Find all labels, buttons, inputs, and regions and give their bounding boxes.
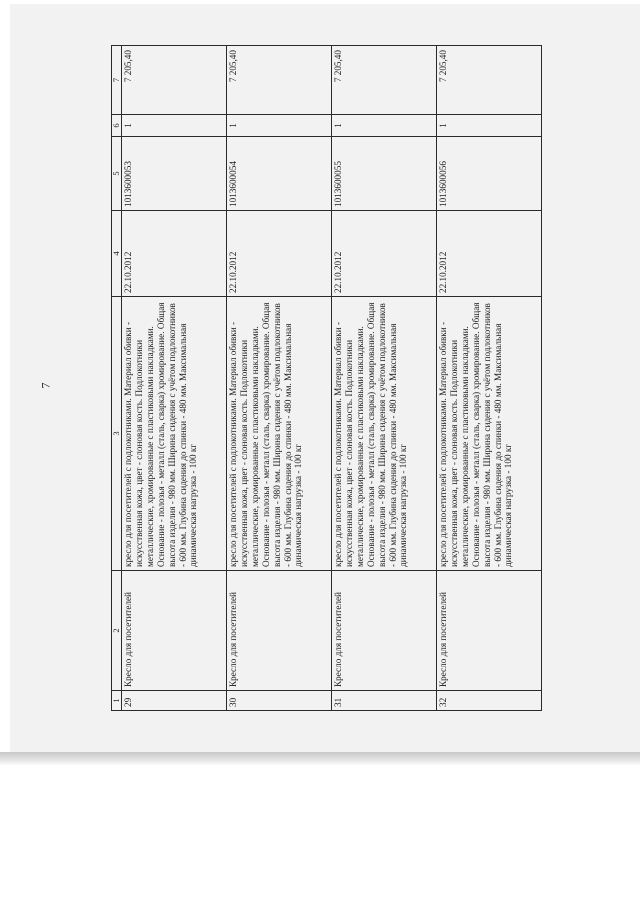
item-description: кресло для посетителей с подлокотниками. Материал обивки - искусственная кожа, цвет - слоновая кость. Подлокотники металлические, хромированные с пластиковыми накладками. Основание - полозья - металл (сталь, сварка) хромирование. Общая высота изделия - 980 мм. Ширина сидения с учётом подлокотников - 600 мм. Глубина сидения до спинки - 480 мм. Максимальная динамическая нагрузка - 100 кг: [332, 297, 437, 571]
inventory-number: 1013600053: [122, 137, 227, 211]
item-description: кресло для посетителей с подлокотниками. Материал обивки - искусственная кожа, цвет - слоновая кость. Подлокотники металлические, хромированные с пластиковыми накладками. Основание - полозья - металл (сталь, сварка) хромирование. Общая высота изделия - 980 мм. Ширина сидения с учётом подлокотников - 600 мм. Глубина сидения до спинки - 480 мм. Максимальная динамическая нагрузка - 100 кг: [122, 297, 227, 571]
row-number: 31: [332, 691, 437, 711]
table-row: [122, 46, 227, 711]
column-header: 1: [112, 691, 122, 711]
row-number: 32: [437, 691, 542, 711]
row-number: 29: [122, 691, 227, 711]
item-description: кресло для посетителей с подлокотниками. Материал обивки - искусственная кожа, цвет - слоновая кость. Подлокотники металлические, хромированные с пластиковыми накладками. Основание - полозья - металл (сталь, сварка) хромирование. Общая высота изделия - 980 мм. Ширина сидения с учётом подлокотников - 600 мм. Глубина сидения до спинки - 480 мм. Максимальная динамическая нагрузка - 100 кг: [437, 297, 542, 571]
column-header: 5: [112, 137, 122, 211]
item-name: Кресло для посетителей: [122, 571, 227, 691]
acquisition-date: 22.10.2012: [227, 211, 332, 297]
acquisition-date: 22.10.2012: [437, 211, 542, 297]
quantity: 1: [122, 115, 227, 137]
amount: 7 205,40: [332, 46, 437, 115]
amount: 7 205,40: [122, 46, 227, 115]
inventory-number: 1013600055: [332, 137, 437, 211]
column-header: 4: [112, 211, 122, 297]
inventory-table: [111, 45, 542, 711]
quantity: 1: [437, 115, 542, 137]
item-description: кресло для посетителей с подлокотниками. Материал обивки - искусственная кожа, цвет - слоновая кость. Подлокотники металлические, хромированные с пластиковыми накладками. Основание - полозья - металл (сталь, сварка) хромирование. Общая высота изделия - 980 мм. Ширина сидения с учётом подлокотников - 600 мм. Глубина сидения до спинки - 480 мм. Максимальная динамическая нагрузка - 100 кг: [227, 297, 332, 571]
acquisition-date: 22.10.2012: [332, 211, 437, 297]
inventory-number: 1013600054: [227, 137, 332, 211]
inventory-number: 1013600056: [437, 137, 542, 211]
column-header: 7: [112, 46, 122, 115]
item-name: Кресло для посетителей: [437, 571, 542, 691]
acquisition-date: 22.10.2012: [122, 211, 227, 297]
amount: 7 205,40: [437, 46, 542, 115]
item-name: Кресло для посетителей: [332, 571, 437, 691]
rotated-table-wrapper: [111, 46, 542, 711]
column-header: 3: [112, 297, 122, 571]
item-name: Кресло для посетителей: [227, 571, 332, 691]
column-header: 6: [112, 115, 122, 137]
table-row: [332, 46, 437, 711]
amount: 7 205,40: [227, 46, 332, 115]
column-number-row: [112, 46, 122, 711]
table-row: [437, 46, 542, 711]
column-header: 2: [112, 571, 122, 691]
page-shadow: [0, 752, 640, 766]
quantity: 1: [332, 115, 437, 137]
table-row: [227, 46, 332, 711]
page-number: 7: [38, 382, 53, 389]
row-number: 30: [227, 691, 332, 711]
quantity: 1: [227, 115, 332, 137]
